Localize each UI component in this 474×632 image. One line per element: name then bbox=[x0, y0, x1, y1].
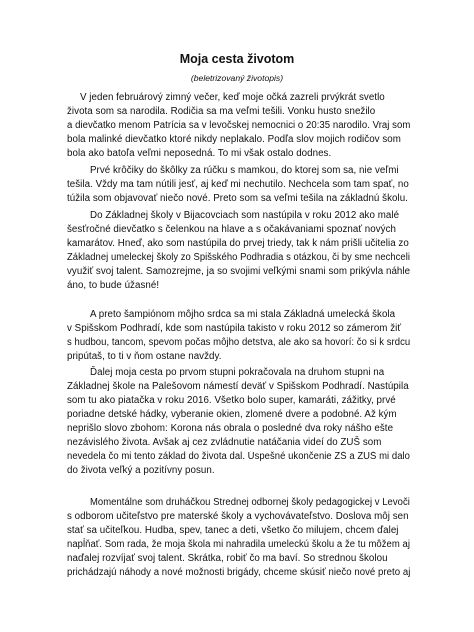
paragraph-line: s odborom učiteľstvo pre materské školy a vychovávateľstvo. Doslova môj sen bbox=[67, 511, 409, 522]
paragraph-line: Základnej umeleckej školy zo Spišského Podhradia s otázkou, či by sme nechceli bbox=[67, 252, 411, 263]
paragraph-line: stať sa učiteľkou. Hudba, spev, tanec a deti, všetko čo milujem, chcem ďalej bbox=[67, 525, 399, 536]
paragraph-line: Ďalej moja cesta po prvom stupni pokračovala na druhom stupni na bbox=[90, 367, 385, 378]
paragraph-line: s hudbou, tancom, spevom počas môjho detstva, ale ako sa hovorí: čo si k srdcu bbox=[67, 337, 411, 348]
paragraph-line: bola ako batoľa veľmi neposedná. To mi však ostalo dodnes. bbox=[67, 148, 332, 159]
paragraph-line: Prvé krôčiky do škôlky za rúčku s mamkou, do ktorej som sa, nie veľmi bbox=[90, 165, 399, 176]
paragraph-line: a dievčatko menom Patrícia sa v levočskej nemocnici o 20:35 narodilo. Vraj som bbox=[67, 120, 411, 131]
paragraph-line: šesťročné dievčatko s čelenkou na hlave a s očakávaniami spoznať nových bbox=[67, 224, 397, 235]
paragraph-line: bola malinké dievčatko ktoré nikdy neplakalo. Podľa slov mojich rodičov som bbox=[67, 134, 401, 145]
paragraph-line: napĺňať. Som rada, že moja škola mi nahradila umeleckú školu a že tu môžem aj bbox=[67, 539, 411, 550]
paragraph-line: poriadne detské hádky, vyberanie okien, zlomené dvere a podobné. Až kým bbox=[67, 409, 397, 420]
paragraph-line: života som sa narodila. Rodičia sa ma veľmi tešili. Vonku husto snežilo bbox=[67, 106, 376, 117]
paragraph-line: kamarátov. Hneď, ako som nastúpila do prvej triedy, tak k nám prišli učitelia zo bbox=[67, 238, 409, 249]
paragraph-line: do života veľký a pozitívny posun. bbox=[67, 465, 215, 476]
paragraph-line: tešila. Vždy ma tam nútili jesť, aj keď mi nechutilo. Nechcela som tam spať, no bbox=[67, 179, 409, 190]
paragraph-line: neprišlo slovo zbohom: Korona nás obrala o posledné dva roky nášho ešte bbox=[67, 423, 394, 434]
paragraph-line: nezávislého života. Avšak aj cez zvládnutie natáčania videí do ZUŠ som bbox=[67, 437, 382, 448]
paragraph-line: využiť svoj talent. Samozrejme, ja so svojimi veľkými snami som prikývla náhle bbox=[67, 266, 411, 277]
paragraph-line: naďalej rozvíjať svoj talent. Skrátka, robiť čo ma baví. So strednou školou bbox=[67, 553, 388, 564]
paragraph-line: túžila som objavovať niečo nové. Preto som sa veľmi tešila na základnú školu. bbox=[67, 193, 408, 204]
document-title: Moja cesta životom bbox=[179, 52, 295, 66]
paragraph-line: pripútaš, to ti v ňom ostane navždy. bbox=[67, 351, 222, 362]
paragraph-line: som tu ako piatačka v roku 2016. Všetko bolo super, kamaráti, zážitky, prvé bbox=[67, 395, 396, 406]
paragraph-line: v Spišskom Podhradí, kde som nastúpila takisto v roku 2012 so zámerom žiť bbox=[67, 323, 402, 334]
paragraph-line: nevedela čo mi tento základ do života dal. Úspešné ukončenie ZŠ a ZUŠ mi dalo bbox=[67, 451, 410, 462]
paragraph-line: Do Základnej školy v Bijacovciach som nastúpila v roku 2012 ako malé bbox=[90, 210, 400, 221]
paragraph-line: Základnej škole na Palešovom námestí deväť v Spišskom Podhradí. Nastúpila bbox=[67, 381, 409, 392]
paragraph-line: prichádzajú náhody a nové možnosti brigády, chceme skúsiť niečo nové preto aj bbox=[67, 567, 411, 578]
paragraph-line: V jeden februárový zimný večer, keď moje očká zazreli prvýkrát svetlo bbox=[80, 92, 385, 103]
document-subtitle: (beletrizovaný životopis) bbox=[190, 73, 284, 83]
paragraph-line: Momentálne som druháčkou Strednej odbornej školy pedagogickej v Levoči bbox=[90, 497, 410, 508]
paragraph-line: áno, to bude úžasné! bbox=[67, 280, 160, 291]
paragraph-line: A preto šampiónom môjho srdca sa mi stala Základná umelecká škola bbox=[90, 309, 396, 320]
